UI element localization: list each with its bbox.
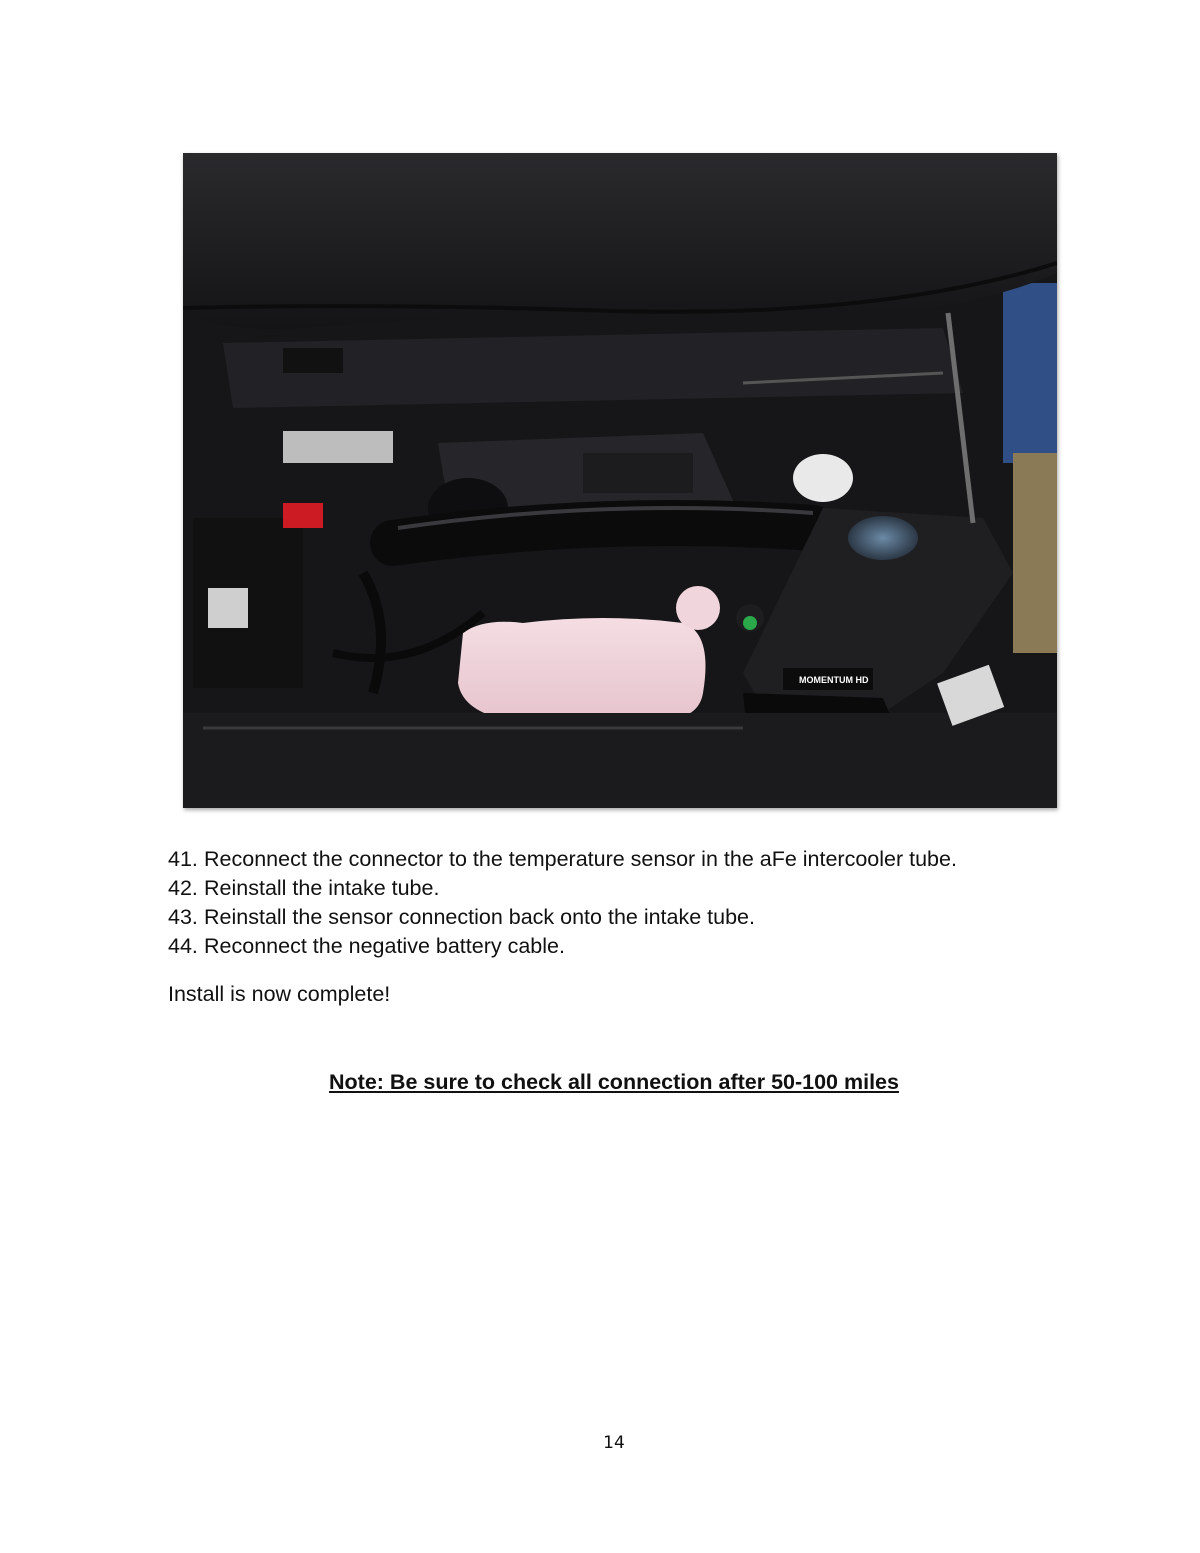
engine-bay-photo	[183, 153, 1057, 808]
engine-bay-illustration	[183, 153, 1057, 808]
step-item-41	[168, 845, 957, 874]
step-text: Reinstall the intake tube.	[204, 876, 440, 900]
install-steps-list	[168, 845, 957, 961]
page-number: 14	[603, 1433, 625, 1453]
step-number: 42.	[168, 876, 198, 900]
mileage-check-note: Note: Be sure to check all connection after 50-100 miles	[329, 1070, 899, 1094]
step-item-42	[168, 874, 957, 903]
step-text: Reconnect the connector to the temperature sensor in the aFe intercooler tube.	[204, 847, 957, 871]
step-item-44	[168, 932, 957, 961]
step-item-43	[168, 903, 957, 932]
step-number: 41.	[168, 847, 198, 871]
momentum-badge: MOMENTUM HD	[799, 675, 869, 685]
step-text: Reconnect the negative battery cable.	[204, 934, 565, 958]
step-text: Reinstall the sensor connection back onto the intake tube.	[204, 905, 755, 929]
step-number: 44.	[168, 934, 198, 958]
completion-text: Install is now complete!	[168, 982, 391, 1006]
step-number: 43.	[168, 905, 198, 929]
